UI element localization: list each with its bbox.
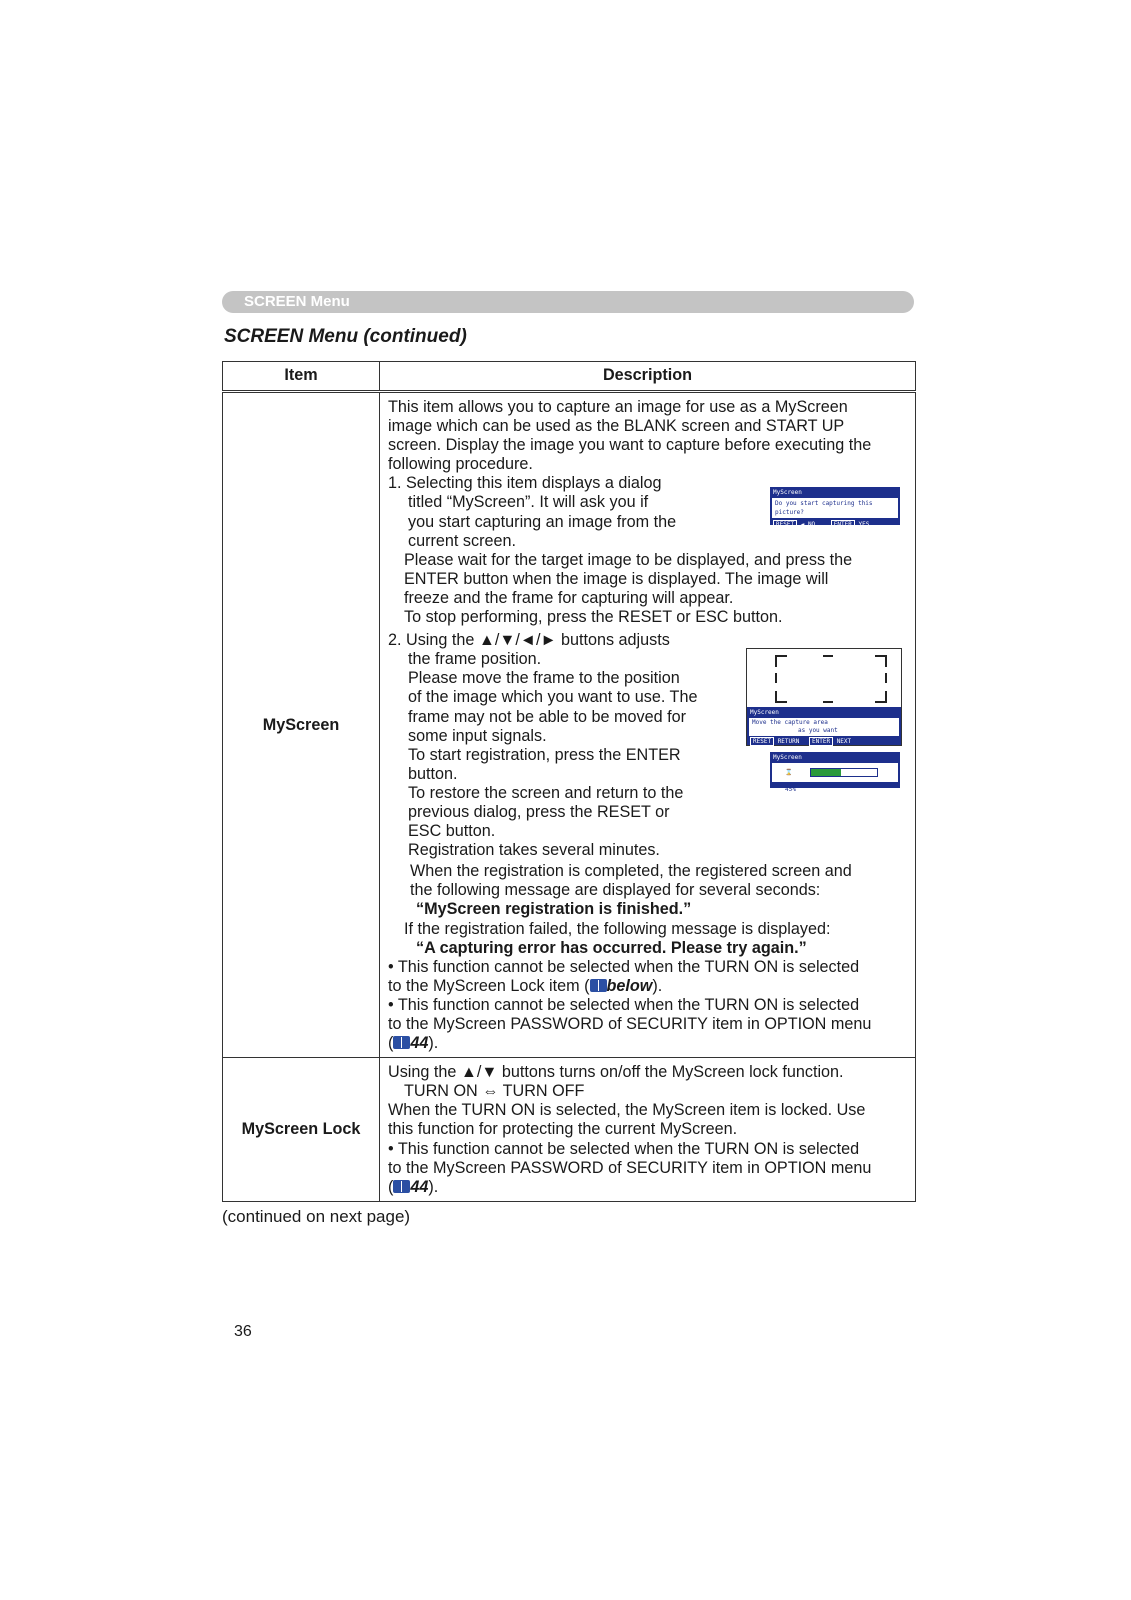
step2-line: of the image which you want to use. The	[408, 688, 698, 707]
move-frame-dialog	[747, 707, 901, 745]
frame-corner	[875, 655, 887, 667]
step1-line: 1. Selecting this item displays a dialog	[388, 474, 662, 493]
description-myscreen-lock	[380, 1058, 916, 1202]
note-text: ).	[428, 1177, 439, 1196]
dialog-button-row	[747, 736, 901, 748]
page-reference-link[interactable]: below	[606, 976, 653, 995]
message-error: “A capturing error has occurred. Please try again.”	[416, 938, 807, 957]
lock-line	[388, 1178, 907, 1197]
note-line	[388, 977, 907, 996]
dialog-message	[749, 718, 899, 736]
wait-line: ENTER button when the image is displayed. The image will	[404, 569, 829, 588]
frame-edge	[823, 701, 833, 703]
frame-corner	[775, 691, 787, 703]
enter-key[interactable]: ENTER	[831, 520, 855, 529]
enter-key[interactable]: ENTER	[809, 737, 833, 746]
book-icon	[393, 1180, 410, 1193]
item-myscreen-lock: MyScreen Lock	[223, 1058, 380, 1202]
note-text: ).	[428, 1034, 439, 1053]
dialog-title: MyScreen	[750, 709, 779, 716]
note-line: • This function cannot be selected when the TURN ON is selected	[388, 957, 860, 976]
step2-line: the frame position.	[408, 650, 542, 669]
capture-frame-preview	[746, 648, 902, 746]
section-header-bar	[222, 291, 914, 313]
reset-key[interactable]: RESET	[750, 737, 774, 746]
lock-line: TURN ON ⇔ TURN OFF	[404, 1082, 585, 1101]
column-header-item: Item	[223, 362, 380, 392]
progress-row	[772, 763, 898, 793]
lock-line: When the TURN ON is selected, the MyScreen item is locked. Use	[388, 1101, 866, 1120]
dialog-message: Do you start capturing this picture?	[772, 498, 898, 518]
frame-edge	[775, 673, 777, 683]
step1-line: you start capturing an image from the	[408, 512, 677, 531]
return-label[interactable]: RETURN	[777, 738, 800, 745]
yes-label[interactable]: YES	[858, 521, 870, 528]
intro-line: following procedure.	[388, 455, 533, 474]
myscreen-capture-dialog	[770, 487, 900, 528]
table-row	[223, 1058, 916, 1202]
wait-line: freeze and the frame for capturing will appear.	[404, 588, 734, 607]
step2-line: Registration takes several minutes.	[408, 841, 660, 860]
step2-line: frame may not be able to be moved for	[408, 707, 687, 726]
page-reference-link[interactable]: 44	[410, 1034, 429, 1053]
wait-line: Please wait for the target image to be displayed, and press the	[404, 550, 853, 569]
lock-line: to the MyScreen PASSWORD of SECURITY item in OPTION menu	[388, 1158, 872, 1177]
step1-line: current screen.	[408, 531, 516, 550]
dialog-button-row	[770, 518, 900, 531]
progress-percent: 45%	[785, 786, 796, 793]
step2-line: previous dialog, press the RESET or	[408, 802, 670, 821]
continued-note: (continued on next page)	[222, 1207, 411, 1226]
arrow-left-icon: ◄	[800, 521, 805, 528]
frame-corner	[875, 691, 887, 703]
step2-line: Please move the frame to the position	[408, 669, 680, 688]
item-myscreen: MyScreen	[223, 392, 380, 1058]
completed-line: the following message are displayed for several seconds:	[410, 881, 821, 900]
frame-edge	[823, 655, 833, 657]
dialog-message-line: Move the capture area	[752, 719, 828, 726]
step2-line: To restore the screen and return to the	[408, 783, 684, 802]
step2-line: ESC button.	[408, 822, 496, 841]
intro-line: screen. Display the image you want to capture before executing the	[388, 436, 872, 455]
step2-line: 2. Using the ▲/▼/◄/► buttons adjusts	[388, 631, 670, 650]
wait-line: To stop performing, press the RESET or ESC button.	[404, 608, 783, 627]
book-icon	[393, 1036, 410, 1049]
note-line	[388, 1034, 907, 1053]
note-text: to the MyScreen Lock item (	[388, 976, 590, 995]
dialog-title: MyScreen	[773, 489, 802, 496]
step1-line: titled “MyScreen”. It will ask you if	[408, 493, 649, 512]
lock-line: • This function cannot be selected when the TURN ON is selected	[388, 1139, 860, 1158]
no-label[interactable]: NO	[807, 521, 816, 528]
page-reference-link[interactable]: 44	[410, 1177, 429, 1196]
message-finished: “MyScreen registration is finished.”	[416, 900, 692, 919]
section-header-label: SCREEN Menu	[244, 293, 350, 310]
book-icon	[590, 979, 607, 992]
progress-bar-fill	[811, 769, 841, 776]
frame-corner	[775, 655, 787, 667]
page-number: 36	[234, 1323, 252, 1340]
step2-line: some input signals.	[408, 726, 547, 745]
column-header-description: Description	[380, 362, 916, 392]
step2-line: button.	[408, 764, 458, 783]
intro-line: This item allows you to capture an image for use as a MyScreen	[388, 398, 848, 416]
table-header-row	[223, 362, 916, 392]
lock-line: this function for protecting the current MyScreen.	[388, 1120, 738, 1139]
page-title: SCREEN Menu (continued)	[224, 326, 467, 347]
note-text: (	[388, 1034, 394, 1053]
step2-line: To start registration, press the ENTER	[408, 745, 681, 764]
next-label[interactable]: NEXT	[836, 738, 852, 745]
failed-line: If the registration failed, the following message is displayed:	[404, 919, 831, 938]
note-text: (	[388, 1177, 394, 1196]
note-text: ).	[652, 976, 663, 995]
frame-edge	[885, 673, 887, 683]
intro-line: image which can be used as the BLANK screen and START UP	[388, 417, 845, 436]
progress-bar	[810, 768, 878, 777]
dialog-title: MyScreen	[773, 754, 802, 761]
reset-key[interactable]: RESET	[773, 520, 797, 529]
lock-line: Using the ▲/▼ buttons turns on/off the MyScreen lock function.	[388, 1063, 844, 1082]
note-line: to the MyScreen PASSWORD of SECURITY item in OPTION menu	[388, 1015, 872, 1033]
completed-line: When the registration is completed, the registered screen and	[410, 862, 852, 881]
registration-progress-dialog	[770, 752, 900, 793]
dialog-message-line: as you want	[798, 727, 838, 734]
note-line: • This function cannot be selected when the TURN ON is selected	[388, 995, 860, 1014]
hourglass-icon: ⌛	[785, 769, 793, 776]
